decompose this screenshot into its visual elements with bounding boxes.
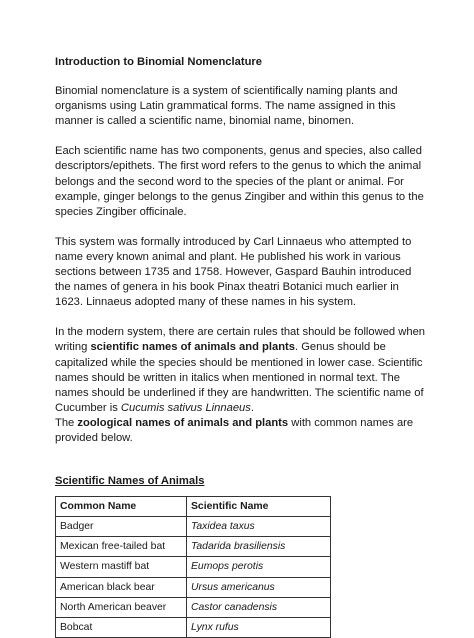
header-common-name: Common Name [56,497,187,517]
paragraph-intro-table [55,416,427,446]
scientific-name-cell: Eumops perotis [187,557,331,577]
animal-names-table [55,496,331,638]
scientific-name-cell: Ursus americanus [187,577,331,597]
paragraph-history: This system was formally introduced by Carl Linnaeus who attempted to name every known animal and plant. He published his work in various sections between 1735 and 1758. However, Gaspard Bauhin introduced the names of genera in his book Pinax theatri Botanici much earlier in 1623. Linnaeus adopted many of these names in his system. [55,235,412,309]
table-row [56,617,331,637]
common-name-cell: American black bear [56,577,187,597]
common-name-cell: Bobcat [56,617,187,637]
common-name-cell: North American beaver [56,597,187,617]
section-heading: Scientific Names of Animals [55,475,205,488]
table-header-row [56,497,331,517]
table-row [56,537,331,557]
cucumber-scientific-name: Cucumis sativus Linnaeus [120,401,251,414]
document-title: Introduction to Binomial Nomenclature [55,56,262,68]
table-row [56,517,331,537]
scientific-name-cell: Tadarida brasiliensis [187,537,331,557]
paragraph-components: Each scientific name has two components, genus and species, also called descriptors/epithets. The first word refers to the genus to which the animal belongs and the second word to the species of the plant or animal. For example, ginger belongs to the genus Zingiber and within this genus to the species Zingiber officinale. [55,145,424,218]
scientific-name-cell: Castor canadensis [187,597,331,617]
common-name-cell: Western mastiff bat [56,557,187,577]
paragraph-definition: Binomial nomenclature is a system of scientifically naming plants and organisms using Latin grammatical forms. The name assigned in this manner is called a scientific name, binomial name, binomen. [55,85,398,128]
document-page [55,55,427,638]
header-scientific-name: Scientific Name [187,497,331,517]
intro-text-2: with common names are provided below. [55,416,414,444]
paragraph-rules [55,325,427,416]
common-name-cell: Badger [56,517,187,537]
table-row [56,577,331,597]
intro-text-1: The [55,416,78,429]
intro-bold-term: zoological names of animals and plants [77,416,289,429]
rules-bold-term: scientific names of animals and plants [90,341,295,354]
scientific-name-cell: Lynx rufus [187,617,331,637]
table-row [56,557,331,577]
rules-text-3: . [250,401,254,414]
common-name-cell: Mexican free-tailed bat [56,537,187,557]
scientific-name-cell: Taxidea taxus [187,517,331,537]
table-row [56,597,331,617]
rules-text-1: In the modern system, there are certain rules that should be followed when writing [55,326,426,354]
rules-text-2: . Genus should be capitalized while the species should be mentioned in lower case. Scientific names should be written in italics when mentioned in normal text. The names should be underlined if they are handwritten. The scientific name of Cucumber is [55,341,424,414]
